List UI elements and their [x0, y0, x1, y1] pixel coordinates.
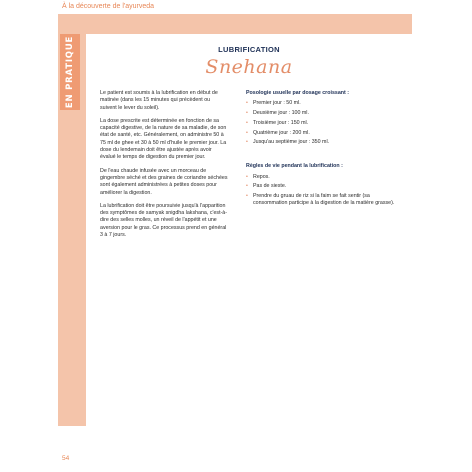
- list-item: [246, 139, 396, 146]
- bullet-icon: •: [246, 119, 248, 126]
- list-item: [246, 174, 396, 181]
- rules-heading: Règles de vie pendant la lubrification :: [246, 163, 343, 170]
- side-tab-label-wrap: [60, 34, 80, 110]
- list-item-text: Premier jour : 50 ml.: [253, 100, 301, 107]
- page-number: 54: [62, 455, 70, 462]
- bullet-icon: •: [246, 110, 248, 117]
- right-column: [246, 90, 396, 210]
- paragraph: La dose prescrite est déterminée en fonction de sa capacité digestive, de la nature de sa maladie, de son état de santé, etc. Généralement, on administre 50 à 75 ml de ghee et 30 à 50 ml d'huile le premier jour. La dose du lendemain doit être ajustée après avoir évalué le temps de digestion du premier jour.: [100, 117, 227, 161]
- paragraph: De l'eau chaude infusée avec un morceau de gingembre séché et des graines de coriandre séchées sont également administrées à petites doses pour améliorer la digestion.: [100, 167, 228, 196]
- side-tab: [60, 34, 80, 110]
- content-card: [86, 34, 412, 426]
- side-tab-label: EN PRATIQUE: [65, 35, 75, 109]
- list-item-text: Deuxième jour : 100 ml.: [253, 110, 309, 117]
- bullet-icon: •: [246, 183, 248, 190]
- bullet-icon: •: [246, 139, 248, 146]
- list-item: [246, 110, 396, 117]
- running-header: [58, 0, 412, 14]
- paragraph: Le patient est soumis à la lubrification en début de matinée (dans les 15 minutes qui précèdent ou suivent le lever du soleil).: [100, 90, 218, 111]
- running-header-text: À la découverte de l'ayurveda: [62, 3, 155, 10]
- list-item: [246, 100, 396, 107]
- bullet-icon: •: [246, 173, 248, 180]
- list-item: [246, 120, 396, 127]
- list-item-text: Pas de sieste.: [253, 183, 287, 190]
- bullet-icon: •: [246, 100, 248, 107]
- section-subtitle: Snehana: [205, 56, 293, 78]
- posology-list: [246, 100, 396, 146]
- section-title: LUBRIFICATION: [218, 45, 280, 54]
- list-item-text: Jusqu'au septième jour : 350 ml.: [253, 139, 330, 146]
- list-item: [246, 183, 396, 190]
- list-item-text: Troisième jour : 150 ml.: [253, 119, 309, 126]
- bullet-icon: •: [246, 129, 248, 136]
- rules-list: [246, 174, 396, 208]
- list-item-text: Repos.: [253, 173, 270, 180]
- bullet-icon: •: [246, 193, 248, 200]
- paragraph: La lubrification doit être poursuivie jusqu'à l'apparition des symptômes de samyak snigdha lakshana, c'est-à-dire des selles molles, un réveil de l'appétit et une aversion pour le gras. Ce processus prend en général 3 à 7 jours.: [100, 202, 228, 239]
- spacer: [246, 149, 396, 163]
- left-column: [100, 90, 228, 245]
- list-item: [246, 193, 396, 208]
- posology-heading: Posologie usuelle par dosage croissant :: [246, 90, 350, 96]
- list-item-text: Quatrième jour : 200 ml.: [253, 129, 310, 136]
- list-item-text: Prendre du gruau de riz si la faim se fait sentir (sa consommation participe à la digestion de la matière grasse).: [253, 193, 395, 207]
- list-item: [246, 130, 396, 137]
